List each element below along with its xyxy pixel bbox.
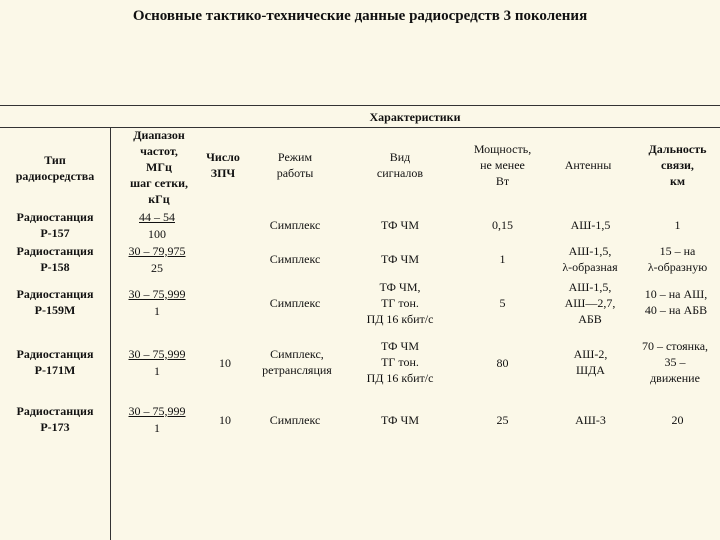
row-zpch: 10 — [219, 356, 231, 370]
header-zpch: Число ЗПЧ — [206, 150, 240, 180]
row-range: 15 – на λ-образную — [647, 244, 708, 274]
row-zpch — [200, 246, 250, 272]
row-signal: ТФ ЧМ — [380, 218, 419, 232]
row-antenna: АШ-1,5 — [570, 218, 611, 232]
row-signal: ТФ ЧМ, ТГ тон. ПД 16 кбит/с — [366, 280, 434, 326]
row-mode: Симплекс — [269, 413, 321, 427]
page-title: Основные тактико-технические данные радиосредств 3 поколения — [132, 8, 588, 24]
row-range: 10 – на АШ, 40 – на АБВ — [644, 287, 708, 317]
row-power: 1 — [499, 252, 506, 266]
row-antenna: АШ-2, ШДА — [573, 347, 608, 377]
row-range: 1 — [674, 218, 681, 232]
row-freq-range: 30 – 75,999 — [128, 403, 186, 418]
row-signal: ТФ ЧМ — [380, 413, 419, 427]
column-divider — [110, 127, 111, 540]
row-freq-step: 1 — [154, 303, 160, 318]
row-power: 5 — [499, 296, 506, 310]
row-freq-step: 25 — [151, 260, 163, 275]
row-zpch — [200, 290, 250, 316]
row-freq-range: 30 – 75,999 — [128, 346, 186, 361]
row-type: Радиостанция Р-159М — [16, 287, 94, 317]
row-type: Радиостанция Р-158 — [16, 244, 94, 274]
row-antenna: АШ-1,5, λ-образная — [562, 244, 618, 274]
group-header: Характеристики — [369, 109, 461, 124]
row-type: Радиостанция Р-173 — [16, 404, 94, 434]
row-power: 0,15 — [492, 218, 513, 232]
row-range: 70 – стоянка, 35 – движение — [641, 339, 709, 385]
header-range: Дальность связи, км — [648, 142, 707, 188]
row-range: 20 — [671, 413, 684, 427]
row-power: 25 — [496, 413, 509, 427]
row-antenna: АШ-3 — [575, 413, 606, 427]
row-signal: ТФ ЧМ ТГ тон. ПД 16 кбит/с — [366, 339, 434, 385]
header-power: Мощность, не менее Вт — [473, 142, 532, 188]
header-freq: Диапазон частот, МГц шаг сетки, кГц — [129, 128, 189, 206]
header-signal: Вид сигналов — [376, 150, 424, 180]
header-type: Тип радиосредства — [15, 153, 95, 183]
row-mode: Симплекс, ретрансляция — [262, 347, 332, 377]
row-freq-step: 1 — [154, 420, 160, 435]
row-zpch — [200, 212, 250, 238]
header-mode: Режим работы — [276, 150, 314, 180]
header-antenna: Антенны — [564, 158, 612, 172]
row-zpch: 10 — [219, 413, 231, 427]
row-mode: Симплекс — [269, 218, 321, 232]
row-type: Радиостанция Р-171М — [16, 347, 94, 377]
row-type: Радиостанция Р-157 — [16, 210, 94, 240]
row-mode: Симплекс — [269, 252, 321, 266]
row-freq-step: 100 — [148, 226, 166, 241]
row-mode: Симплекс — [269, 296, 321, 310]
row-freq-range: 44 – 54 — [139, 209, 175, 224]
row-freq-step: 1 — [154, 363, 160, 378]
row-signal: ТФ ЧМ — [380, 252, 419, 266]
row-power: 80 — [496, 356, 509, 370]
row-freq-range: 30 – 75,999 — [128, 286, 186, 301]
row-freq-range: 30 – 79,975 — [128, 243, 186, 258]
row-antenna: АШ-1,5, АШ—2,7, АБВ — [564, 280, 616, 326]
